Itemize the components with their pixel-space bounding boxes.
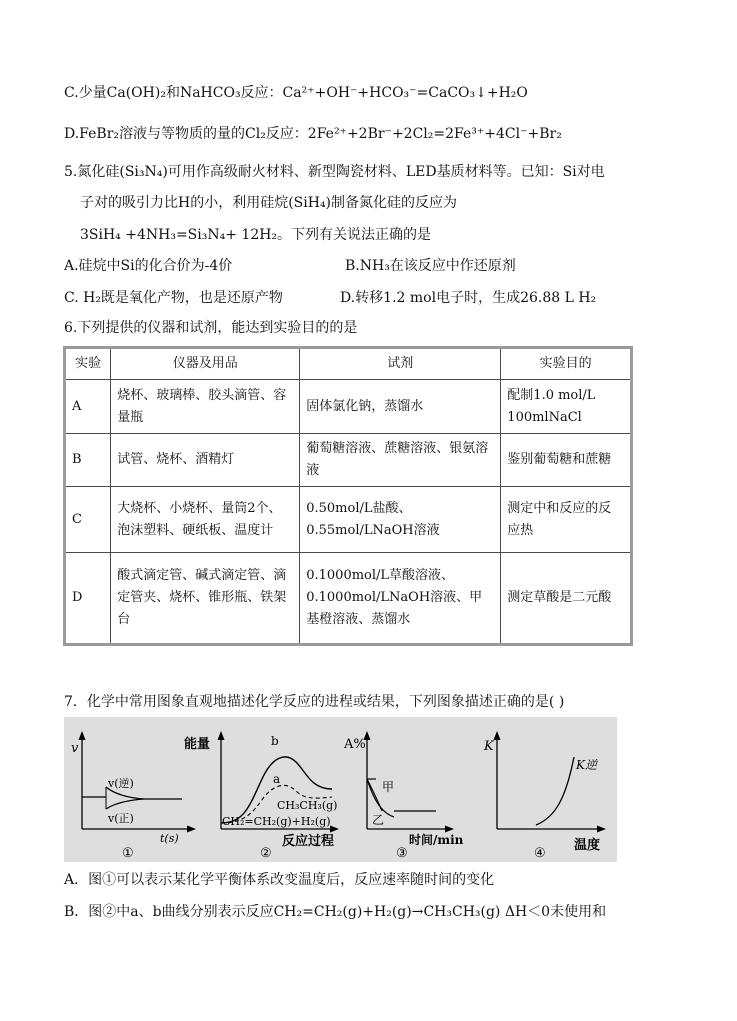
table-cell: A [65,380,111,434]
fig4-k-curve [536,757,574,825]
fig2-curve-b [221,757,332,823]
fig3-curve-yi [367,779,382,811]
fig3-x-label: 时间/min [409,833,464,847]
table-cell: 鉴别葡萄糖和蔗糖 [501,434,632,487]
fig1-forward-label: v(正) [108,812,134,825]
arrow-icon [187,826,196,833]
q5-stem-line3: 3SiH₄ +4NH₃=Si₃N₄+ 12H₂。下列有关说法正确的是 [80,227,432,243]
table-cell: 0.1000mol/L草酸溶液、0.1000mol/LNaOH溶液、甲基橙溶液、蒸馏水 [300,553,501,645]
fig2-product-label: CH₃CH₃(g) [277,799,338,812]
figures-svg [64,717,617,862]
table-cell: 固体氯化钠，蒸馏水 [300,380,501,434]
q7-option-b: B．图②中a、b曲线分别表示反应CH₂=CH₂(g)+H₂(g)→CH₃CH₃(g) ΔH＜0未使用和 [64,904,607,920]
fig1-forward-rate-curve [106,799,144,809]
table-header-cell: 仪器及用品 [111,348,300,380]
q5-stem-line2: 子对的吸引力比H的小，利用硅烷(SiH₄)制备氮化硅的反应为 [80,195,458,211]
fig2-curve-a-label: a [273,772,281,786]
fig3-yi-label: 乙 [372,813,385,827]
table-cell: 大烧杯、小烧杯、量筒2个、泡沫塑料、硬纸板、温度计 [111,487,300,553]
table-header-cell: 实验 [65,348,111,380]
fig2-number: ② [260,846,272,861]
fig1-reverse-label: v(逆) [108,777,134,790]
arrow-icon [597,826,606,833]
fig3-y-label: A% [344,737,366,752]
q7-option-a: A．图①可以表示某化学平衡体系改变温度后，反应速率随时间的变化 [64,872,495,888]
fig4-x-label: 温度 [574,838,601,853]
q6-stem: 6.下列提供的仪器和试剂，能达到实验目的的是 [64,320,358,336]
fig4-y-label: K [484,739,494,754]
fig1-number: ① [122,846,134,861]
arrow-icon [494,731,501,740]
figure-2 [184,731,339,861]
q5-option-c: C. H₂既是氧化产物，也是还原产物 [64,290,283,306]
figure-3 [343,731,464,861]
option-c: C.少量Ca(OH)₂和NaHCO₃反应：Ca²⁺+OH⁻+HCO₃⁻=CaCO₃↓+H₂O [64,85,528,101]
table-cell: B [65,434,111,487]
fig3-jia-label: 甲 [382,780,395,794]
table-header-cell: 实验目的 [501,348,632,380]
table-cell: 测定草酸是二元酸 [501,553,632,645]
arrow-icon [330,826,339,833]
table-cell: 烧杯、玻璃棒、胶头滴管、容量瓶 [111,380,300,434]
arrow-icon [445,826,454,833]
q5-option-d: D.转移1.2 mol电子时，生成26.88 L H₂ [340,290,597,306]
option-d: D.FeBr₂溶液与等物质的量的Cl₂反应：2Fe²⁺+2Br⁻+2Cl₂=2Fe³⁺+4Cl⁻+Br₂ [64,126,562,142]
table-header-cell: 试剂 [300,348,501,380]
fig1-x-label: t(s) [160,832,179,845]
table-cell: 配制1.0 mol/L 100mlNaCl [501,380,632,434]
fig2-curve-b-label: b [271,734,279,748]
table-cell: 葡萄糖溶液、蔗糖溶液、银氨溶液 [300,434,501,487]
table-row [65,487,632,553]
arrow-icon [79,731,86,740]
q5-option-b: B.NH₃在该反应中作还原剂 [345,258,516,274]
fig2-reactant-label: CH₂=CH₂(g)+H₂(g) [222,815,331,828]
table-cell: D [65,553,111,645]
figure-1 [71,731,196,861]
arrow-icon [218,731,225,740]
fig2-x-label: 反应过程 [282,834,335,849]
experiment-table [63,346,633,646]
q5-option-a: A.硅烷中Si的化合价为-4价 [64,258,233,274]
table-header-row [65,348,632,380]
table-cell: 测定中和反应的反应热 [501,487,632,553]
figure-4 [483,731,606,861]
table-row [65,553,632,645]
table-row [65,380,632,434]
q7-figures [64,717,617,862]
table-cell: C [65,487,111,553]
fig4-curve-label: K逆 [576,758,597,772]
table-cell: 试管、烧杯、酒精灯 [111,434,300,487]
table-cell: 酸式滴定管、碱式滴定管、滴定管夹、烧杯、锥形瓶、铁架台 [111,553,300,645]
q5-stem-line1: 5.氮化硅(Si₃N₄)可用作高级耐火材料、新型陶瓷材料、LED基质材料等。已知：Si对电 [64,164,605,180]
fig2-y-label: 能量 [184,737,211,752]
fig1-y-label: v [71,741,79,756]
q7-stem: 7．化学中常用图象直观地描述化学反应的进程或结果，下列图象描述正确的是( ) [64,694,565,710]
table-cell: 0.50mol/L盐酸、0.55mol/LNaOH溶液 [300,487,501,553]
fig4-number: ④ [534,846,546,861]
table-row [65,434,632,487]
fig3-number: ③ [396,846,408,861]
